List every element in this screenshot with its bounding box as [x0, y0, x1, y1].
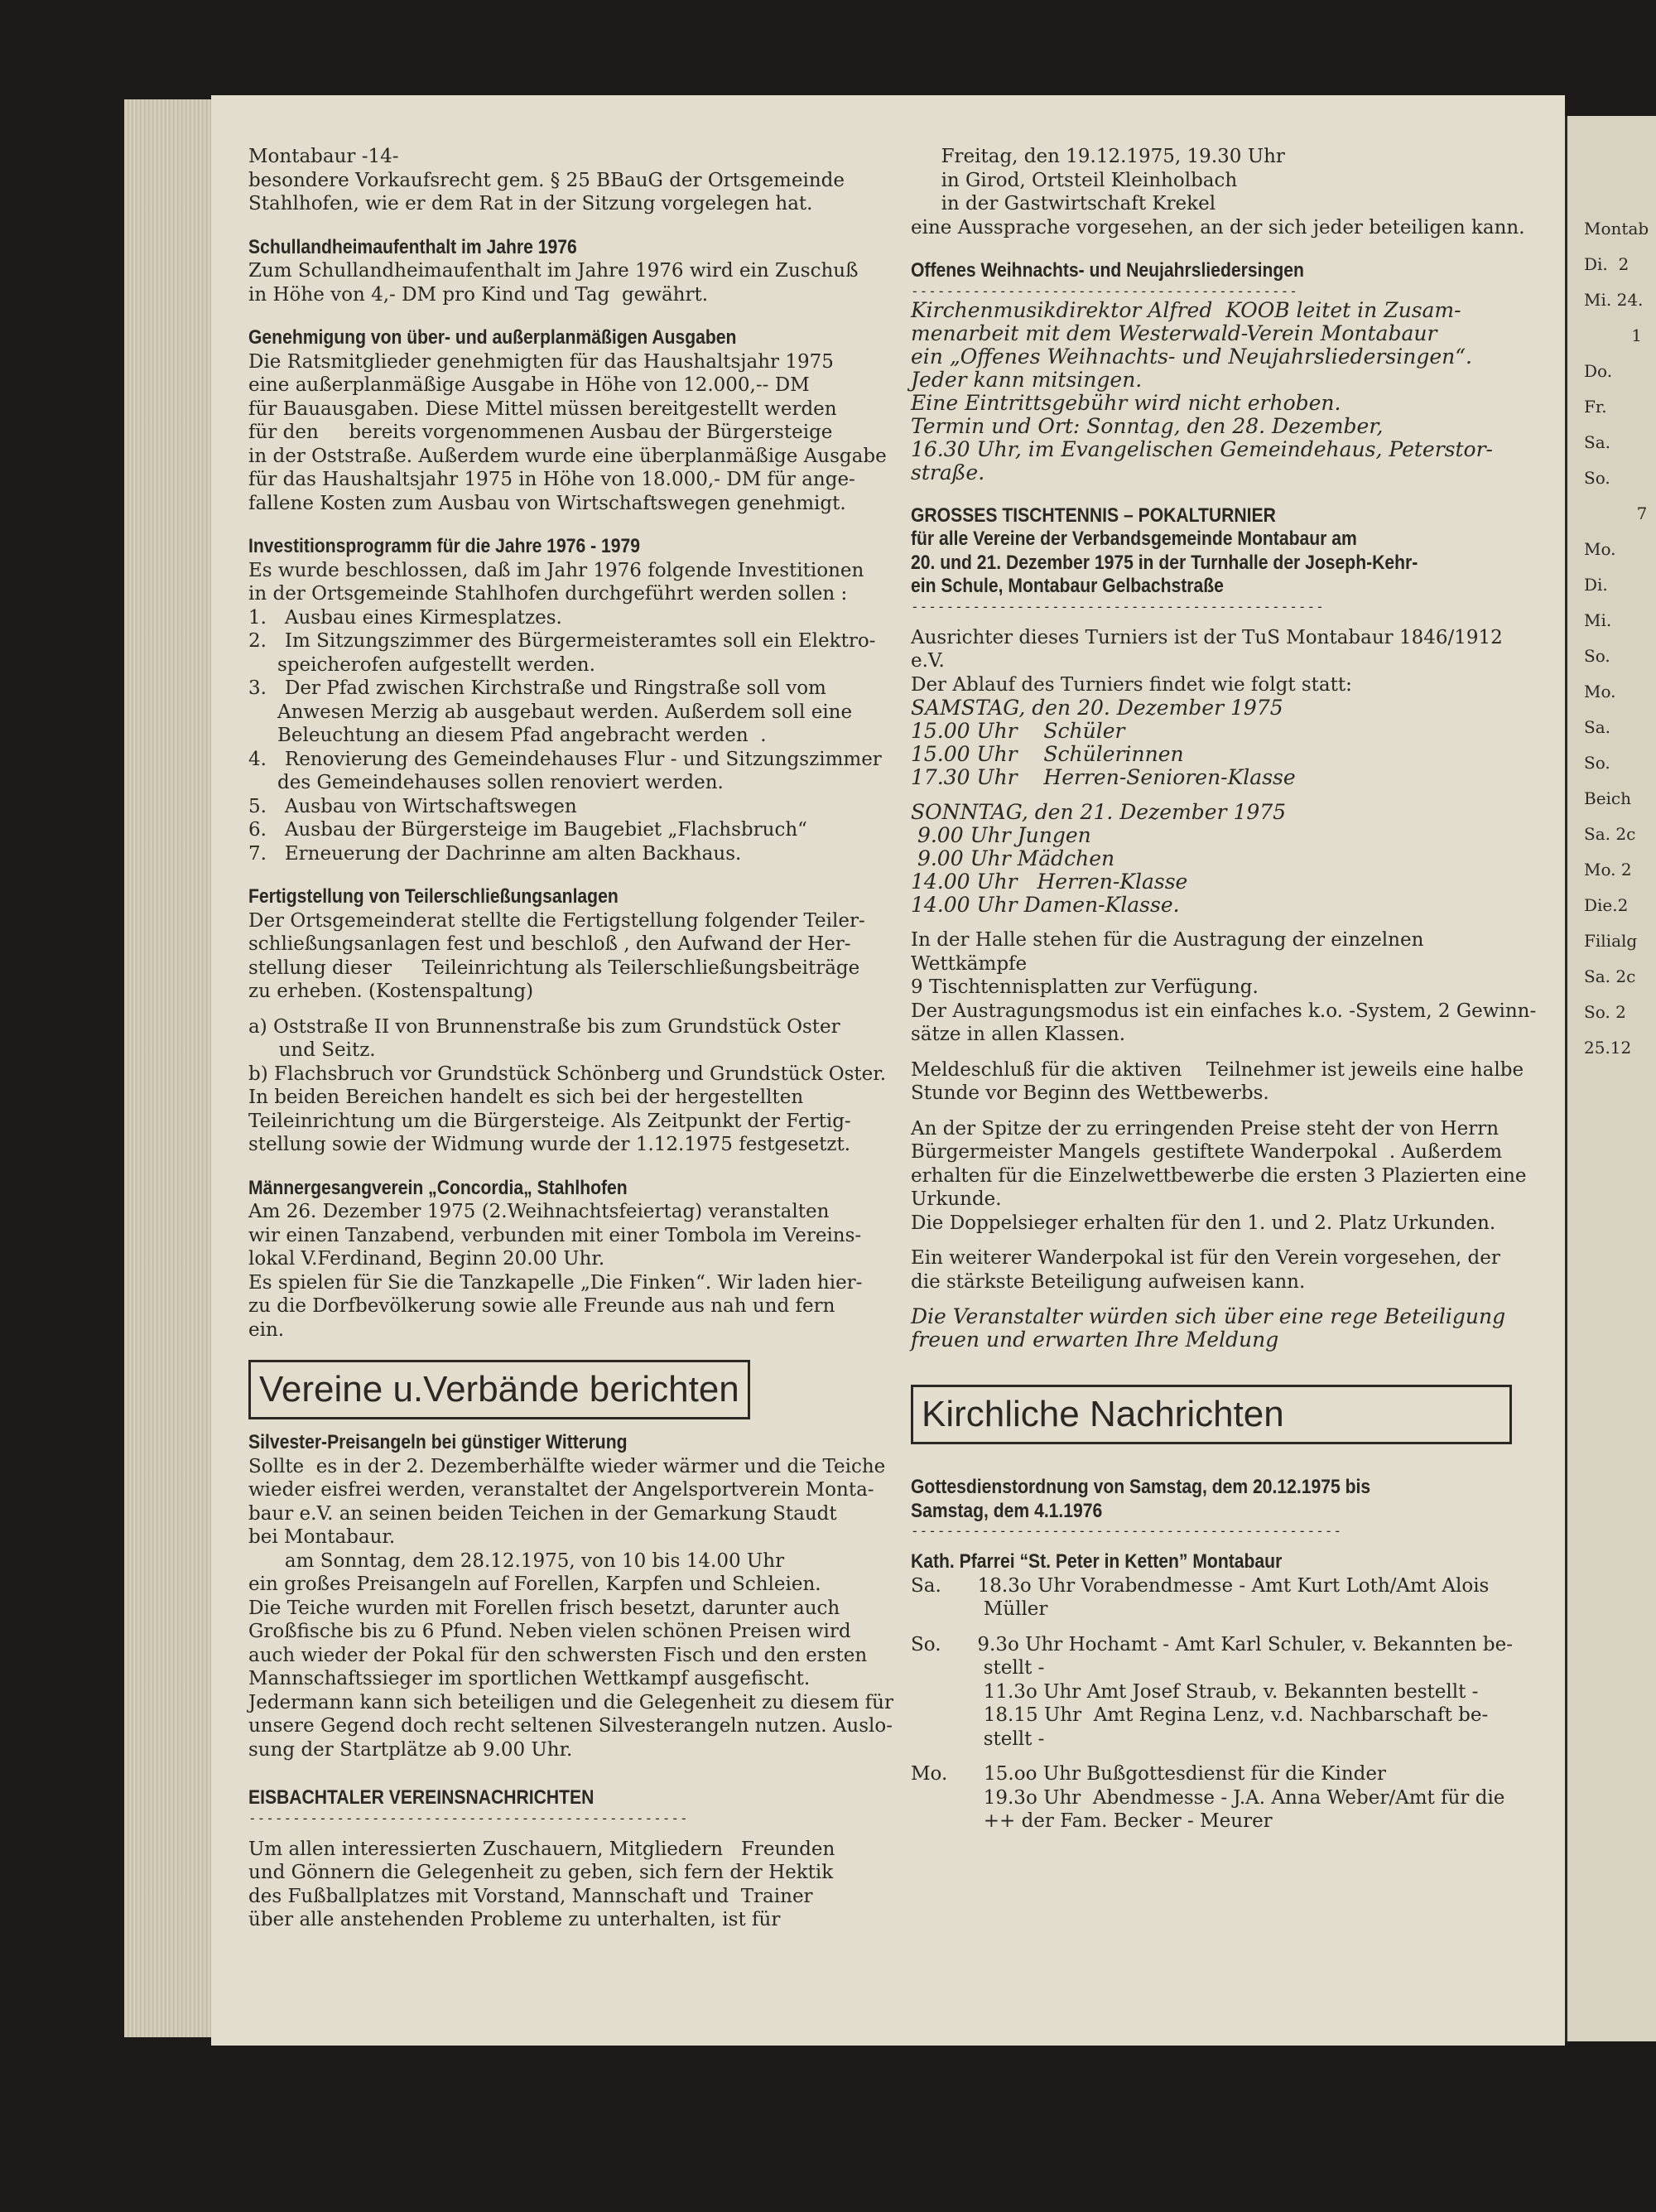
invest-body: Es wurde beschlossen, daß im Jahr 1976 folgende Investitionen in der Ortsgemeinde Stahlhofen durchgeführt werden sollen : [248, 559, 864, 605]
sing-heading: Offenes Weihnachts- und Neujahrsliedersingen [911, 259, 1304, 282]
list-item: 7. Erneuerung der Dachrinne am alten Backhaus. [248, 842, 742, 865]
next-page-line: 25.12 [1584, 1038, 1632, 1058]
next-page-line: Do. [1584, 361, 1613, 381]
intro-text: besondere Vorkaufsrecht gem. § 25 BBauG der Ortsgemeinde Stahlhofen, wie er dem Rat in der Sitzung vorgelegen hat. [248, 169, 845, 214]
gottes-heading: Gottesdienstordnung von Samstag, dem 20.12.1975 bis [911, 1476, 1371, 1498]
next-page-line: Sa. [1584, 432, 1610, 452]
tt-paragraph: In der Halle stehen für die Austragung der einzelnen Wettkämpfe 9 Tischtennisplatten zur Verfügung. Der Austragungsmodus ist ein einfaches k.o. -System, 2 Gewinn- sätze in allen Klassen. [911, 929, 1537, 1045]
next-page-line: Mi. [1584, 610, 1612, 630]
next-page-line: Fr. [1584, 397, 1607, 417]
tt-subheading: ein Schule, Montabaur Gelbachstraße [911, 575, 1224, 597]
eisbach-rule: -------------------------------------------------- [248, 1810, 689, 1826]
right-column [911, 145, 1540, 1834]
section-heading: Schullandheimaufenthalt im Jahre 1976 [248, 235, 577, 258]
next-page-line: 7 [1584, 504, 1648, 523]
tt-paragraph: Meldeschluß für die aktiven Teilnehmer ist jeweils eine halbe Stunde vor Beginn des Wettbewerbs. [911, 1058, 1524, 1104]
service-mo: Mo. 15.oo Uhr Bußgottesdienst für die Kinder 19.3o Uhr Abendmesse - J.A. Anna Weber/Amt für die ++ der Fam. Becker - Meurer [911, 1763, 1505, 1832]
tt-closing: Die Veranstalter würden sich über eine rege Beteiligung freuen und erwarten Ihre Meldung [911, 1304, 1506, 1352]
gottes-heading: Samstag, dem 4.1.1976 [911, 1499, 1103, 1522]
left-column [248, 145, 898, 1932]
concordia-heading: Männergesangverein „Concordia„ Stahlhofen [248, 1176, 628, 1199]
tt-subheading: für alle Vereine der Verbandsgemeinde Montabaur am [911, 528, 1357, 550]
next-page-line: 1 [1584, 325, 1642, 345]
page-header: Montabaur -14- [248, 146, 399, 167]
next-page-line: Montab [1584, 219, 1649, 239]
next-page-line: Di. 2 [1584, 254, 1630, 274]
tt-rule: ----------------------------------------------- [911, 598, 1325, 614]
angeln-heading: Silvester-Preisangeln bei günstiger Witterung [248, 1431, 628, 1453]
angeln-body: Sollte es in der 2. Dezemberhälfte wieder wärmer und die Teiche wieder eisfrei werden, veranstaltet der Angelsportverein Monta- baur e.V. an seinen beiden Teichen in der Gemarkung Staudt bei Montabaur. am Sonntag, dem 28.12.1975, von 10 bis 14.00 Uhr ein großes Preisangeln auf Forellen, Karpfen und Schleien. Die Teiche wurden mit Forellen frisch besetzt, darunter auch Großfische bis zu 6 Pfund. Neben vielen schönen Preisen wird auch wieder der Pokal für den schwersten Fisch und den ersten Mannschaftssieger im sportlichen Wettkampf ausgefischt. Jedermann kann sich beteiligen und die Gelegenheit zu diesem für unsere Gegend doch recht seltenen Silvesterangeln nutzen. Auslo- sung der Startplätze ab 9.00 Uhr. [248, 1455, 893, 1761]
tt-saturday: SAMSTAG, den 20. Dezember 1975 15.00 Uhr Schüler 15.00 Uhr Schülerinnen 17.30 Uhr Herren-Senioren-Klasse [911, 696, 1296, 789]
teiler-item-a: a) Oststraße II von Brunnenstraße bis zum Grundstück Oster und Seitz. [248, 1015, 840, 1061]
newspaper-page [211, 95, 1565, 2046]
list-item: 6. Ausbau der Bürgersteige im Baugebiet „Flachsbruch“ [248, 819, 807, 841]
tt-sunday: SONNTAG, den 21. Dezember 1975 9.00 Uhr Jungen 9.00 Uhr Mädchen 14.00 Uhr Herren-Klasse 14.00 Uhr Damen-Klasse. [911, 800, 1287, 917]
next-page-line: Beich [1584, 788, 1632, 808]
next-page-line: Die.2 [1584, 895, 1629, 915]
tt-heading: GROSSES TISCHTENNIS – POKALTURNIER [911, 504, 1276, 527]
list-item: 1. Ausbau eines Kirmesplatzes. [248, 606, 562, 629]
meeting-text: Freitag, den 19.12.1975, 19.30 Uhr in Girod, Ortsteil Kleinholbach in der Gastwirtschaft Krekel eine Aussprache vorgesehen, an der sich jeder beteiligen kann. [911, 146, 1525, 239]
concordia-body: Am 26. Dezember 1975 (2.Weihnachtsfeiertag) veranstalten wir einen Tanzabend, verbunden mit einer Tombola im Vereins- lokal V.Ferdinand, Beginn 20.00 Uhr. Es spielen für Sie die Tanzkapelle „Die Finken“. Wir laden hier- zu die Dorfbevölkerung sowie alle Freunde aus nah und fern ein. [248, 1201, 863, 1341]
gottes-rule: ------------------------------------------------- [911, 1523, 1343, 1539]
book-edge [124, 99, 224, 2037]
next-page-line: So. [1584, 646, 1610, 666]
kirchliche-box-heading: Kirchliche Nachrichten [911, 1385, 1512, 1444]
list-item: 4. Renovierung des Gemeindehauses Flur - und Sitzungszimmer des Gemeindehauses sollen renoviert werden. [248, 748, 882, 793]
invest-heading: Investitionsprogramm für die Jahre 1976 - 1979 [248, 535, 641, 557]
next-page-line: Sa. [1584, 717, 1610, 737]
next-page-line: Mo. 2 [1584, 860, 1632, 879]
list-item: 2. Im Sitzungszimmer des Bürgermeisteramtes soll ein Elektro- speicherofen aufgestellt werden. [248, 630, 876, 676]
section-body: Zum Schullandheimaufenthalt im Jahre 1976 wird ein Zuschuß in Höhe von 4,- DM pro Kind und Tag gewährt. [248, 260, 859, 306]
sing-rule: -------------------------------------------- [911, 282, 1298, 299]
next-page-line: So. [1584, 753, 1610, 773]
tt-subheading: 20. und 21. Dezember 1975 in der Turnhalle der Joseph-Kehr- [911, 551, 1418, 574]
tt-paragraph: Ein weiterer Wanderpokal ist für den Verein vorgesehen, der die stärkste Beteiligung aufweisen kann. [911, 1247, 1500, 1293]
next-page-line: Mi. 24. [1584, 290, 1644, 310]
list-item: 3. Der Pfad zwischen Kirchstraße und Ringstraße soll vom Anwesen Merzig ab ausgebaut werden. Außerdem soll eine Beleuchtung an diesem Pfad angebracht werden . [248, 677, 853, 746]
eisbach-body: Um allen interessierten Zuschauern, Mitgliedern Freunden und Gönnern die Gelegenheit zu geben, sich fern der Hektik des Fußballplatzes mit Vorstand, Mannschaft und Trainer über alle anstehenden Probleme zu unterhalten, ist für [248, 1838, 835, 1930]
teiler-heading: Fertigstellung von Teilerschließungsanlagen [248, 885, 619, 908]
parish-heading: Kath. Pfarrei “St. Peter in Ketten” Montabaur [911, 1550, 1283, 1573]
invest-list [248, 606, 898, 866]
list-item: 5. Ausbau von Wirtschaftswegen [248, 795, 577, 817]
eisbach-heading: EISBACHTALER VEREINSNACHRICHTEN [248, 1786, 595, 1809]
next-page-edge [1565, 116, 1656, 2041]
next-page-line: Di. [1584, 575, 1608, 595]
teiler-item-b: b) Flachsbruch vor Grundstück Schönberg und Grundstück Oster. In beiden Bereichen handelt es sich bei der hergestellten Teileinrichtung um die Bürgersteige. Als Zeitpunkt der Fertig- stellung sowie der Widmung wurde der 1.12.1975 festgesetzt. [248, 1063, 887, 1155]
section-heading: Genehmigung von über- und außerplanmäßigen Ausgaben [248, 326, 737, 349]
tt-paragraph: An der Spitze der zu erringenden Preise steht der von Herrn Bürgermeister Mangels gestiftete Wanderpokal . Außerdem erhalten für die Einzelwettbewerbe die ersten 3 Plazierten eine Urkunde. Die Doppelsieger erhalten für den 1. und 2. Platz Urkunden. [911, 1117, 1527, 1234]
tt-intro: Ausrichter dieses Turniers ist der TuS Montabaur 1846/1912 e.V. Der Ablauf des Turniers findet wie folgt statt: [911, 626, 1503, 696]
next-page-line: Sa. 2c [1584, 966, 1636, 986]
next-page-line: Mo. [1584, 539, 1616, 559]
next-page-line: Sa. 2c [1584, 824, 1636, 844]
next-page-line: Filialg [1584, 931, 1638, 951]
sing-body: Kirchenmusikdirektor Alfred KOOB leitet in Zusam- menarbeit mit dem Westerwald-Verein Montabaur ein „Offenes Weihnachts- und Neujahrsliedersingen“. Jeder kann mitsingen. Eine Eintrittsgebühr wird nicht erhoben. Termin und Ort: Sonntag, den 28. Dezember, 16.30 Uhr, im Evangelischen Gemeindehaus, Peterstor- straße. [911, 297, 1493, 484]
next-page-line: So. [1584, 468, 1610, 488]
teiler-body: Der Ortsgemeinderat stellte die Fertigstellung folgender Teiler- schließungsanlagen fest und beschloß , den Aufwand der Her- stellung dieser Teileinrichtung als Teilerschließungsbeiträge zu erheben. (Kostenspaltung) [248, 909, 865, 1002]
next-page-line: So. 2 [1584, 1002, 1626, 1022]
next-page-line: Mo. [1584, 682, 1616, 701]
service-so: So. 9.3o Uhr Hochamt - Amt Karl Schuler, v. Bekannten be- stellt - 11.3o Uhr Amt Josef Straub, v. Bekannten bestellt - 18.15 Uhr Amt Regina Lenz, v.d. Nachbarschaft be- stellt - [911, 1633, 1513, 1750]
service-sa: Sa. 18.3o Uhr Vorabendmesse - Amt Kurt Loth/Amt Alois Müller [911, 1574, 1490, 1620]
vereine-box-heading: Vereine u.Verbände berichten [248, 1360, 750, 1419]
section-body: Die Ratsmitglieder genehmigten für das Haushaltsjahr 1975 eine außerplanmäßige Ausgabe in Höhe von 12.000,-- DM für Bauausgaben. Diese Mittel müssen bereitgestellt werden für den bereits vorgenommenen Ausbau der Bürgersteige in der Oststraße. Außerdem wurde eine überplanmäßige Ausgabe für das Haushaltsjahr 1975 in Höhe von 18.000,- DM für ange- fallene Kosten zum Ausbau von Wirtschaftswegen genehmigt. [248, 350, 887, 514]
